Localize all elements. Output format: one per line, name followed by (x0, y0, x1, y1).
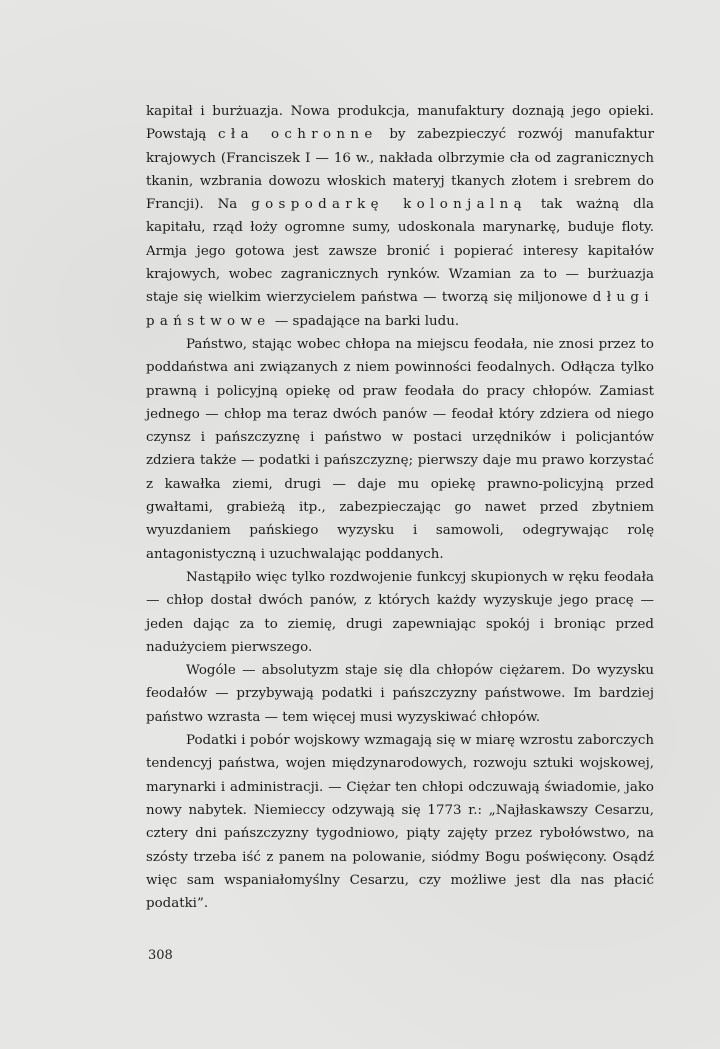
paragraph (146, 100, 654, 333)
paragraph-text: Nastąpiło więc tylko rozdwojenie funkcyj skupionych w ręku feodała — chłop dostał dwóch panów, z których każdy wyzyskuje jego pracę — jeden dając za to ziemię, drugi zapewniając spokój i broniąc przed nadużyciem pierwszego. (146, 569, 654, 655)
paragraph (146, 333, 654, 566)
paragraph (146, 566, 654, 659)
emphasized-text: cła ochronne (218, 127, 378, 143)
paragraph-text: Podatki i pobór wojskowy wzmagają się w miarę wzrostu zaborczych tendencyj państwa, wojen międzynarodowych, rozwoju sztuki wojskowej, marynarki i administracji. — Ciężar ten chłopi odczuwają świadomie, jako nowy nabytek. Niemieccy odzywają się 1773 r.: „Najłaskawszy Cesarzu, cztery dni pańszczyzny tygodniowo, piąty zajęty przez rybołówstwo, na szósty trzeba iść z panem na polowanie, siódmy Bogu poświęcony. Osądź więc sam wspaniałomyślny Cesarzu, czy możliwe jest dla nas płacić podatki”. (146, 733, 654, 912)
paragraph-text: by zabezpieczyć rozwój manufaktur krajowych (Franciszek I — 16 w., nakłada olbrzymie cła od zagranicznych tkanin, wzbrania dowozu włoskich materyj tkanych złotem i srebrem do Francji). Na (146, 127, 654, 213)
page-number: 308 (148, 948, 173, 963)
paragraph-text: tak ważną dla kapitału, rząd łoży ogromne sumy, udoskonala marynarkę, buduje floty. Armja jego gotowa jest zawsze bronić i popierać interesy kapitałów krajowych, wobec zagranicznych rynków. Wzamian za to — burżuazja staje się wielkim wierzycielem państwa — tworzą się miljonowe (146, 197, 654, 306)
paragraph-text: Wogóle — absolutyzm staje się dla chłopów ciężarem. Do wyzysku feodałów — przybywają podatki i pańszczyzny państwowe. Im bardziej państwo wzrasta — tem więcej musi wyzyskiwać chłopów. (146, 663, 654, 725)
paragraph (146, 729, 654, 915)
emphasized-text: długi państwowe (146, 290, 654, 329)
emphasized-text: gospodarkę kolonjalną (251, 197, 527, 213)
paragraph-text: kapitał i burżuazja. Nowa produkcja, manufaktury doznają jego opieki. Powstają (146, 104, 654, 143)
paragraph (146, 659, 654, 729)
paragraph-text: Państwo, stając wobec chłopa na miejscu feodała, nie znosi przez to poddaństwa ani związanych z niem powinności feodalnych. Odłącza tylko prawną i policyjną opiekę od praw feodała do pracy chłopów. Zamiast jednego — chłop ma teraz dwóch panów — feodał który zdziera od niego czynsz i pańszczyznę i państwo w postaci urzędników i policjantów zdziera także — podatki i pańszczyznę; pierwszy daje mu prawo korzystać z kawałka ziemi, drugi — daje mu opiekę prawno-policyjną przed gwałtami, grabieżą itp., zabezpieczając go nawet przed zbytniem wyuzdaniem pańskiego wyzysku i samowoli, odegrywając rolę antagonistyczną i uzuchwalając poddanych. (146, 336, 654, 562)
body-text (146, 100, 654, 915)
paragraph-text: — spadające na barki ludu. (270, 313, 460, 329)
